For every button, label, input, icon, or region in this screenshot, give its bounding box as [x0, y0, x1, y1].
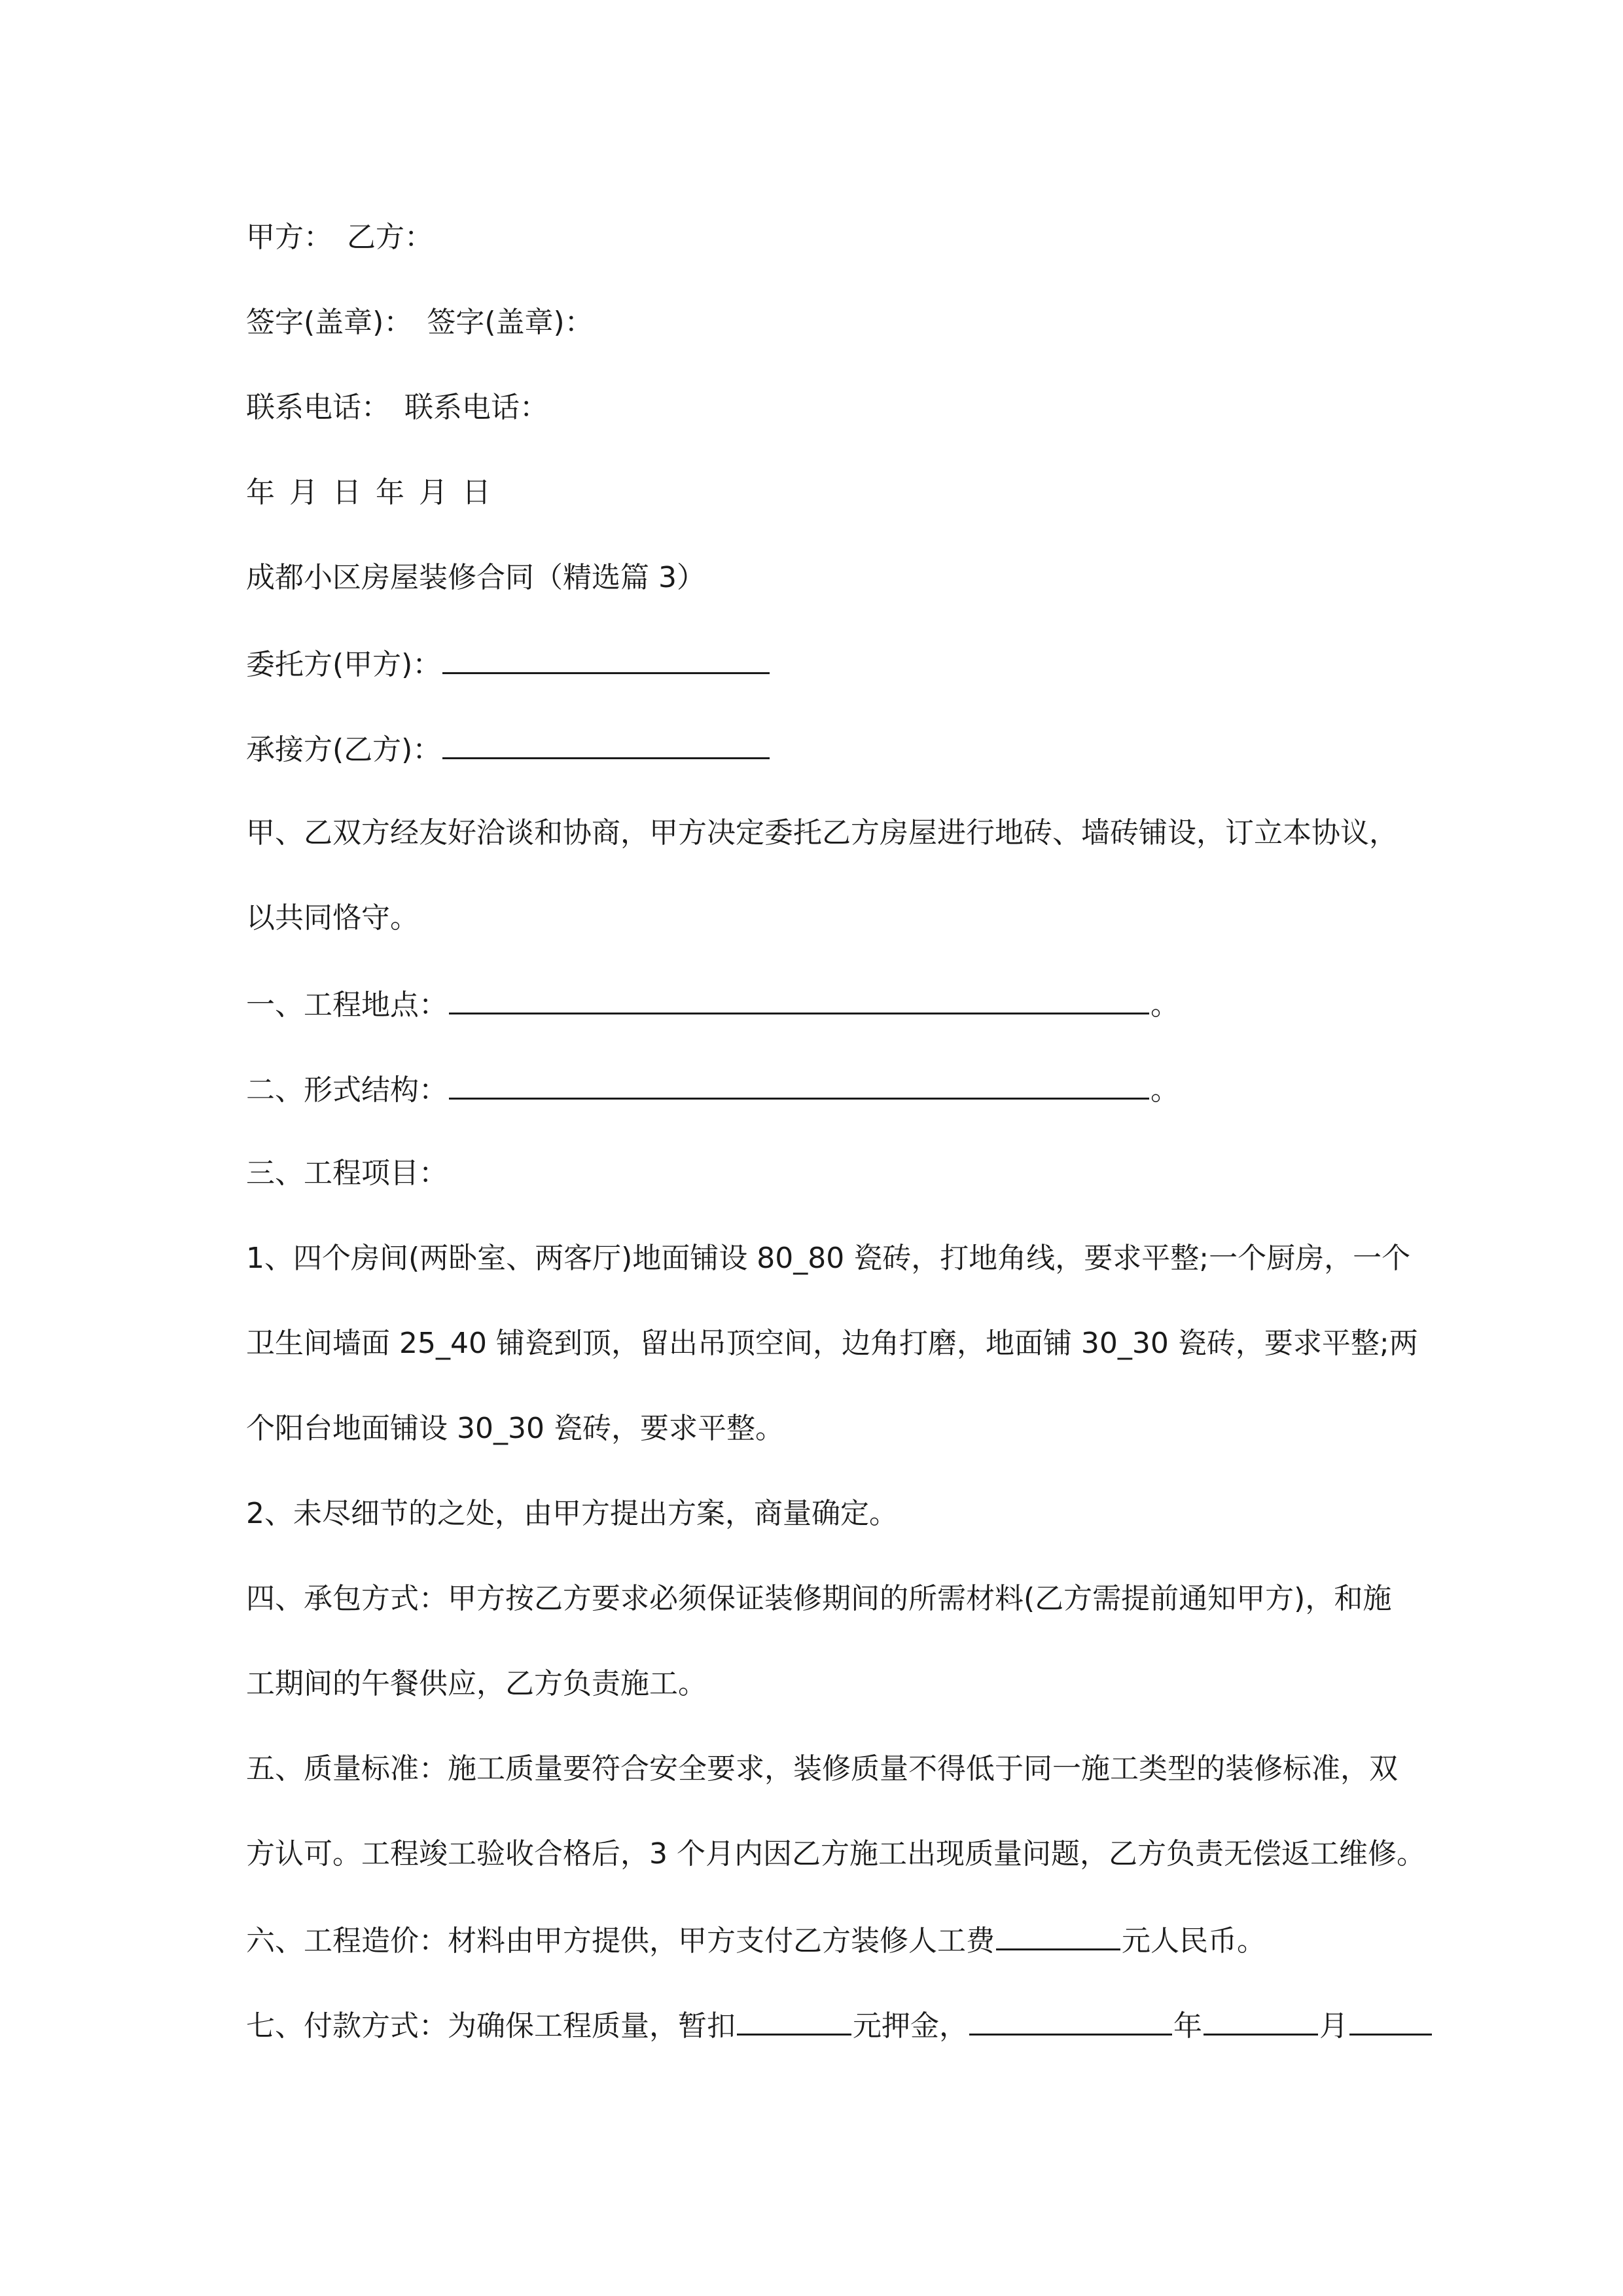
contractor-label: 承接方(乙方)：: [246, 733, 442, 766]
date-month-b: 月: [419, 476, 448, 509]
date-day-b: 日: [462, 476, 491, 509]
item3-p2: 2、未尽细节的之处，由甲方提出方案，商量确定。: [246, 1497, 898, 1530]
item7-deposit: 元押金，: [853, 2009, 968, 2043]
item1-blank: [449, 984, 1149, 1014]
item7-deposit-blank: [737, 2005, 851, 2036]
item6-suffix: 元人民币。: [1122, 1924, 1266, 1958]
date-day-a: 日: [332, 476, 361, 509]
item1-end: 。: [1150, 988, 1179, 1022]
contract-title: 成都小区房屋装修合同（精选篇 3）: [246, 561, 705, 594]
item3-p1-line3: 个阳台地面铺设 30_30 瓷砖，要求平整。: [246, 1412, 784, 1445]
party-b-label: 乙方：: [347, 221, 433, 254]
item7-prefix: 七、付款方式：为确保工程质量，暂扣: [246, 2009, 736, 2043]
sign-b-label: 签字(盖章)：: [427, 306, 594, 339]
phone-b-label: 联系电话：: [404, 391, 548, 424]
item7-date-blank: [969, 2005, 1172, 2036]
item5-line1: 五、质量标准：施工质量要符合安全要求，装修质量不得低于同一施工类型的装修标准，双: [246, 1752, 1398, 1785]
date-year-a: 年: [246, 476, 275, 509]
item3-p1-line1: 1、四个房间(两卧室、两客厅)地面铺设 80_80 瓷砖，打地角线，要求平整;一个厨房，一个: [246, 1242, 1411, 1275]
item7-year-blank: [1204, 2005, 1318, 2036]
phone-line: [246, 388, 548, 427]
intro-line-2: 以共同恪守。: [246, 901, 419, 935]
date-year-b: 年: [376, 476, 404, 509]
party-a-label: 甲方：: [246, 221, 332, 254]
signature-line: [246, 303, 594, 342]
item7-year: 年: [1173, 2009, 1202, 2043]
item3-label: 三、工程项目：: [246, 1157, 448, 1190]
client-blank: [442, 643, 770, 674]
item2-label: 二、形式结构：: [246, 1073, 448, 1107]
item4-line2: 工期间的午餐供应，乙方负责施工。: [246, 1667, 707, 1700]
item6-line: [246, 1920, 1266, 1959]
date-line: [246, 473, 491, 512]
item2-blank: [449, 1069, 1149, 1100]
sign-a-label: 签字(盖章)：: [246, 306, 413, 339]
intro-line-1: 甲、乙双方经友好洽谈和协商，甲方决定委托乙方房屋进行地砖、墙砖铺设，订立本协议，: [246, 816, 1398, 850]
item1-line: [246, 984, 1179, 1023]
phone-a-label: 联系电话：: [246, 391, 390, 424]
item3-p1-line2: 卫生间墙面 25_40 铺瓷到顶，留出吊顶空间，边角打磨，地面铺 30_30 瓷砖，要求平整;两: [246, 1327, 1418, 1360]
party-line: [246, 218, 433, 257]
item7-month-blank: [1349, 2005, 1432, 2036]
item2-line: [246, 1069, 1179, 1108]
item7-month: 月: [1319, 2009, 1348, 2043]
item6-blank: [996, 1920, 1120, 1950]
client-line: [246, 643, 771, 683]
item6-prefix: 六、工程造价：材料由甲方提供，甲方支付乙方装修人工费: [246, 1924, 995, 1958]
contractor-blank: [442, 728, 770, 759]
contractor-line: [246, 728, 771, 768]
item4-line1: 四、承包方式：甲方按乙方要求必须保证装修期间的所需材料(乙方需提前通知甲方)，和施: [246, 1582, 1392, 1615]
item2-end: 。: [1150, 1073, 1179, 1107]
item7-line: [246, 2005, 1433, 2044]
client-label: 委托方(甲方)：: [246, 648, 442, 681]
item1-label: 一、工程地点：: [246, 988, 448, 1022]
date-month-a: 月: [289, 476, 318, 509]
item5-line2: 方认可。工程竣工验收合格后，3 个月内因乙方施工出现质量问题，乙方负责无偿返工维修。: [246, 1837, 1425, 1871]
